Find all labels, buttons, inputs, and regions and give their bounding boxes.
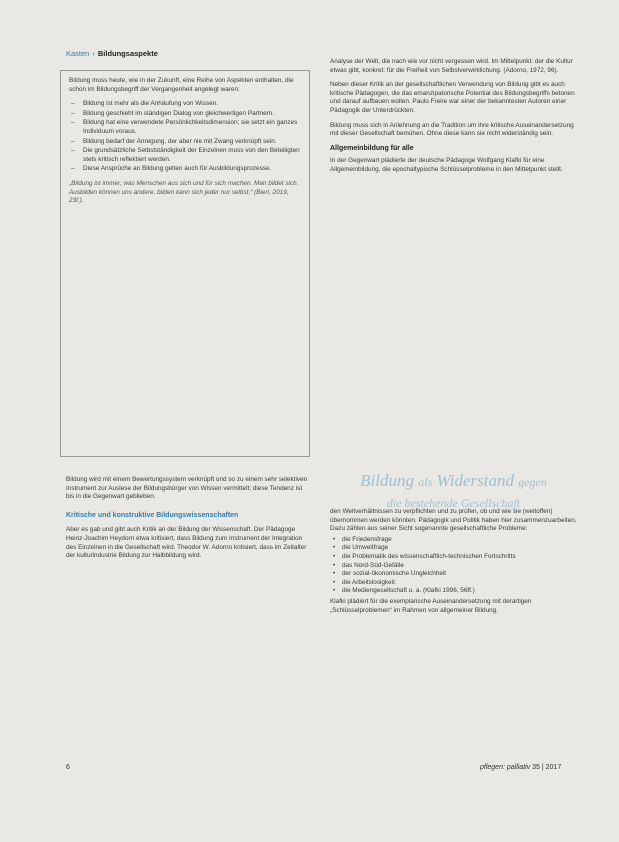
subheading: Kritische und konstruktive Bildungswissenschaften — [66, 511, 239, 519]
paragraph: Aber es gab und gibt auch Kritik an der Bildung der Wissenschaft. Der Pädagoge Heinz-Joachim Heydorn etwa kritisiert, dass Bildung zum Instrument der Integration des Einzelnen in die Gesellschaft wird. Theodor W. Adorno kritisiert, dass im Zeitalter der kulturindustrie Bildung zur Halbbildung wird. — [66, 526, 307, 560]
paragraph: den Weltverhältnissen zu verpflichten und zu prüfen, ob und wie sie (weltoffen) übernommen werden könnten. Pädagogik und Politik haben hier zusammenzuarbeiten. Dazu zählen aus seiner Sicht sogenannte gesellschaftliche Probleme: — [330, 508, 577, 533]
problem-item: • die Problematik des wissenschaftlich-technischen Fortschritts — [342, 553, 577, 562]
header-label: Kasten — [66, 49, 90, 58]
subheading: Allgemeinbildung für alle — [330, 144, 414, 152]
pull-quote-line-2: die bestehende Gesellschaft — [386, 496, 521, 510]
section-header — [66, 50, 158, 59]
magazine-name: pflegen: palliativ — [480, 764, 531, 771]
paragraph: Bildung muss sich in Anlehnung an die Tradition um ihre kritische Auseinandersetzung mit dieser Gesellschaft bemühen. Ohne diese kann sie nicht widerständig sein. — [330, 121, 574, 138]
problem-item: • die Umweltfrage — [342, 544, 577, 553]
left-column — [66, 476, 312, 569]
pull-quote-line-1 — [330, 470, 577, 493]
box-list-item: – Bildung geschieht im ständigen Dialog von gleichwertigen Partnern. — [83, 110, 301, 119]
paragraph: Klafki plädiert für die exemplarische Auseinandersetzung mit derartigen „Schlüsselproblemen“ im Rahmen von allgemeiner Bildung. — [330, 597, 532, 614]
paragraph: Bildung wird mit einem Bewertungssystem verknüpft und so zu einem sehr selektiven Instrument zur Auslese der Bildungsbürger von Wissen vermittelt; diese Tendenz ist bis in die Gegenwart geblieben. — [66, 476, 308, 501]
problem-list — [330, 536, 577, 596]
box-list-item: – Diese Ansprüche an Bildung gelten auch für Ausbildungsprozesse. — [83, 165, 301, 174]
pull-word: Bildung — [360, 471, 419, 490]
paragraph: Neben dieser Kritik an der gesellschaftlichen Verwendung von Bildung gibt es auch kritische Pädagogen, die das emanzipatorische Potential des Bildungsbegriffs betonen und darauf aufbauen wollen. Paulo Freire war einer der bekanntesten Autoren einer Pädagogik der Unterdrückten. — [330, 81, 575, 114]
box-list-item: – Bildung bedarf der Anregung, der aber nie mit Zwang verknüpft sein. — [83, 138, 301, 147]
paragraph: In der Gegenwart plädierte der deutsche Pädagoge Wolfgang Klafki für eine Allgemeinbildung, die epochaltypische Schlüsselprobleme in den Mittelpunkt stellt. — [330, 157, 563, 173]
info-box — [60, 70, 310, 457]
issue-number: 35 | 2017 — [532, 764, 562, 771]
right-column-top — [330, 58, 577, 181]
box-list-item: – Die grundsätzliche Selbstständigkeit der Einzelnen muss von den Beteiligten stets kritisch reflektiert werden. — [83, 147, 301, 164]
paragraph: Analyse der Welt, die nach wie vor nicht vergessen wird. Im Mittelpunkt: der die Kultur etwas gibt, konkret: für die Freiheit von Selbstverwirklichung. (Adorno, 1972, 96). — [330, 58, 573, 74]
problem-item: • die Friedensfrage — [342, 536, 577, 545]
pull-word: gegen — [518, 475, 547, 489]
box-quote: „Bildung ist immer, was Menschen aus sich und für sich machen. Man bildet sich. Ausbilden können uns andere, bilden kann sich jeder nur selbst.“ (Bieri, 2019, 23f.). — [69, 179, 299, 205]
magazine-footer — [480, 764, 561, 771]
problem-item: • der sozial-ökonomische Ungleichheit — [342, 570, 577, 579]
pull-word: als — [418, 475, 433, 489]
problem-item: • das Nord-Süd-Gefälle — [342, 562, 577, 571]
header-section: Bildungsaspekte — [97, 49, 158, 58]
box-list-item: – Bildung hat eine verwendete Persönlichkeitsdimension; sie setzt ein ganzes Individuum voraus. — [83, 119, 301, 136]
page-number: 6 — [66, 764, 70, 771]
box-list — [69, 100, 301, 174]
problem-item: • die Mediengesellschaft u. a. (Klafki 1996, 56ff.) — [342, 587, 577, 596]
right-column-bottom — [330, 508, 577, 615]
problem-item: • die Arbeitslosigkeit — [342, 579, 577, 588]
pull-word: Widerstand — [432, 471, 519, 490]
box-list-item: – Bildung ist mehr als die Anhäufung von Wissen. — [83, 100, 301, 109]
header-separator: › — [92, 49, 95, 58]
box-intro: Bildung muss heute, wie in der Zukunft, eine Reihe von Aspekten enthalten, die schon im Bildungsbegriff der Vergangenheit angelegt waren: — [69, 77, 294, 93]
